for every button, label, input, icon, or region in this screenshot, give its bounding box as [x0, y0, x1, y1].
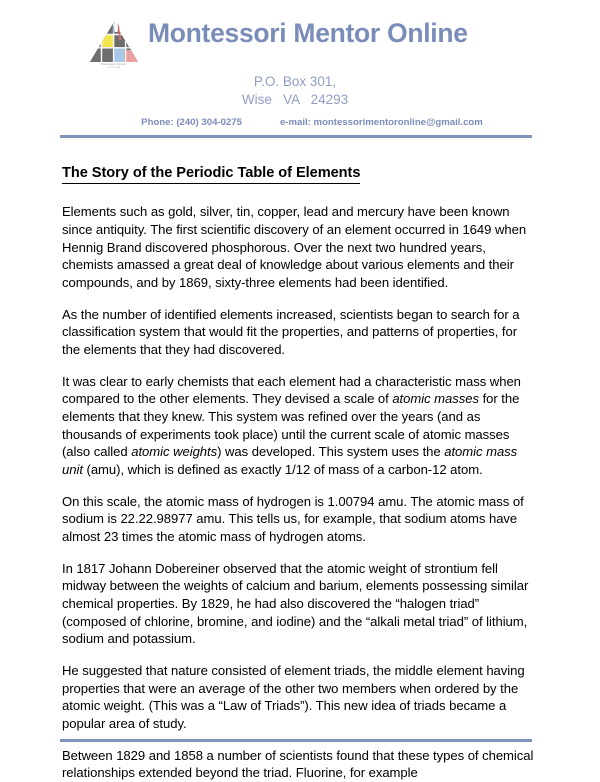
- paragraph-2: As the number of identified elements increased, scientists began to search for a classification system that would fit the properties, and patterns of properties, for the elements that they had discovered.: [62, 306, 520, 358]
- text-run: ) was developed. This system uses the: [217, 444, 445, 460]
- italic-term: atomic masses: [392, 391, 479, 407]
- document-body: [0, 138, 600, 782]
- italic-term: atomic mass unit: [62, 444, 518, 478]
- paragraph-3: [62, 373, 538, 479]
- paragraph-6: He suggested that nature consisted of element triads, the middle element having properties that were an average of the other two members when ordered by the atomic weight. (This was a “Law of Triads”). This new idea of triads became a popular area of study.: [62, 663, 525, 732]
- text-run: for the elements that they knew. This system was refined over the years (and as thousands of experiments took place) until the current scale of atomic masses (also called: [62, 391, 520, 460]
- letterhead: [0, 0, 600, 128]
- footer-divider: [60, 739, 532, 742]
- montessori-pyramid-logo-icon: [88, 20, 140, 72]
- paragraph-5: In 1817 Johann Dobereiner observed that the atomic weight of strontium fell midway between the weights of calcium and barium, elements possessing similar chemical properties. By 1829, he had also discovered the “halogen triad” (composed of chlorine, bromine, and iodine) and the “alkali metal triad” of lithium, sodium and potassium.: [62, 560, 529, 647]
- paragraph-1: Elements such as gold, silver, tin, copper, lead and mercury have been known since antiquity. The first scientific discovery of an element occurred in 1649 when Hennig Brand discovered phosphorous. Over the next two hundred years, chemists amassed a great deal of knowledge about various elements and their compounds, and by 1869, sixty-three elements had been identified.: [62, 204, 527, 290]
- contact-row: [60, 117, 532, 128]
- logo-caption: [88, 63, 140, 69]
- italic-term: atomic weights: [131, 444, 218, 460]
- logo-caption-line1: Montessori Mentor: [101, 63, 127, 66]
- paragraph-4: On this scale, the atomic mass of hydrogen is 1.00794 amu. The atomic mass of sodium is 22.22.98977 amu. This tells us, for example, that sodium atoms have almost 23 times the atomic mass of hydrogen atoms.: [62, 493, 524, 545]
- page-title: The Story of the Periodic Table of Elements: [62, 164, 360, 185]
- address-block: [60, 73, 532, 109]
- brand-row: [60, 18, 532, 72]
- text-run: It was clear to early chemists that each element had a characteristic mass when compared to the other elements. They devised a scale of: [62, 373, 521, 407]
- company-name: Montessori Mentor Online: [148, 18, 468, 48]
- logo-caption-line2: o n l i n e: [107, 66, 121, 70]
- phone-text: Phone: (240) 304-0275: [141, 116, 242, 128]
- address-line-2: Wise VA 24293: [241, 91, 349, 107]
- email-text[interactable]: e-mail: montessorimentoronline@gmail.com: [279, 116, 483, 128]
- address-line-1: P.O. Box 301,: [253, 74, 337, 89]
- text-run: (amu), which is defined as exactly 1/12 of mass of a carbon-12 atom.: [82, 462, 483, 478]
- paragraph-7: Between 1829 and 1858 a number of scientists found that these types of chemical relationships extended beyond the triad. Fluorine, for example: [62, 747, 534, 781]
